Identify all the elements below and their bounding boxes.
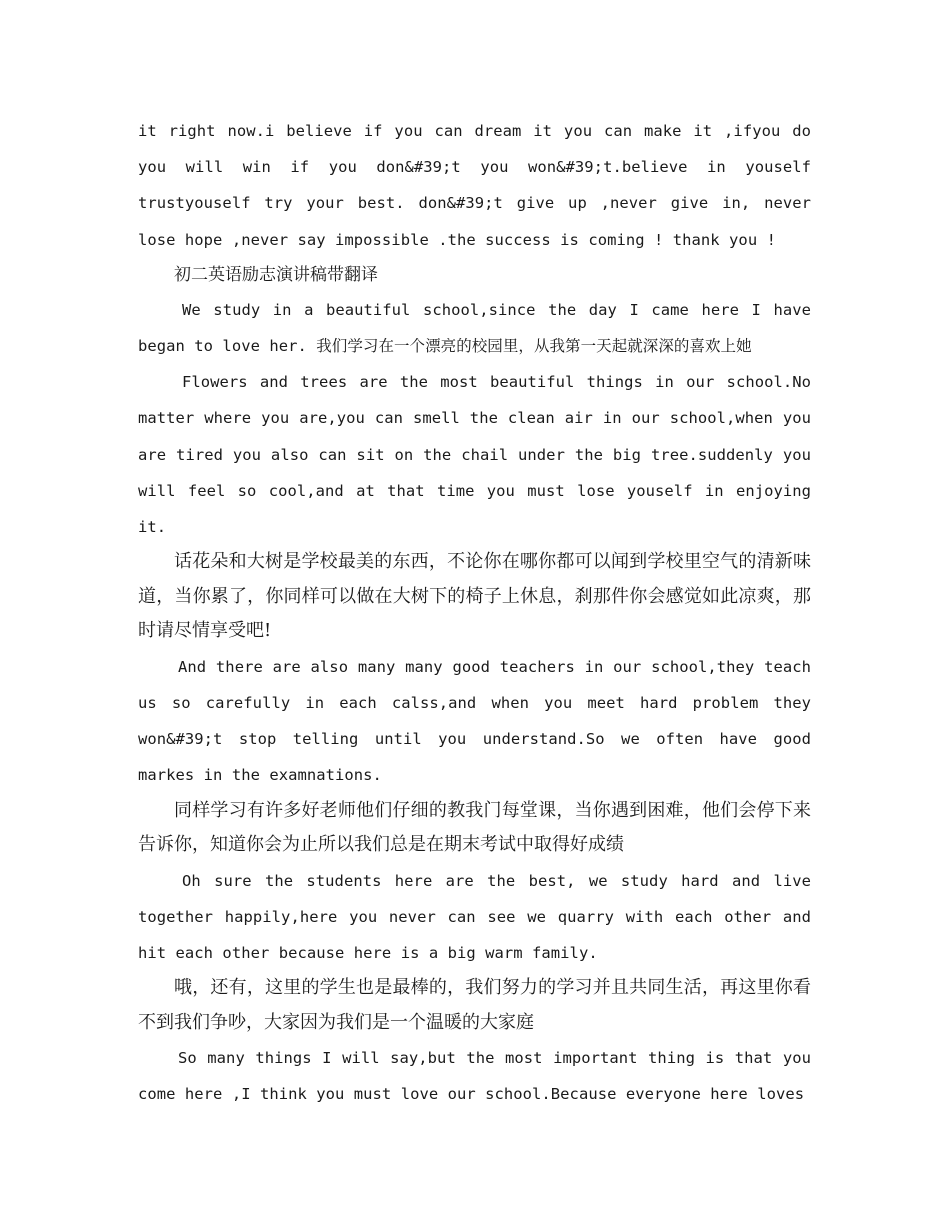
paragraph-teachers-zh: 同样学习有许多好老师他们仔细的教我门每堂课，当你遇到困难，他们会停下来告诉你，知道你会为止所以我们总是在期末考试中取得好成绩 <box>138 799 811 856</box>
paragraph-closing-en: So many things I will say,but the most important thing is that you come here ,I think you must love our school.Because everyone here loves <box>138 1049 811 1104</box>
paragraph-teachers-en: And there are also many many good teachers in our school,they teach us so carefully in each calss,and when you meet hard problem they won&#39;t stop telling until you understand.So we often have good markes in the examnations. <box>138 657 811 785</box>
document-body <box>138 113 811 1113</box>
paragraph-students-en: Oh sure the students here are the best, we study hard and live together happily,here you never can see we quarry with each other and hit each other because here is a big warm family. <box>138 871 811 962</box>
paragraph-school-intro: We study in a beautiful school,since the day I came here I have began to love her. 我们学习在一个漂亮的校园里，从我第一天起就深深的喜欢上她 <box>138 300 811 356</box>
paragraph-flowers-zh: 话花朵和大树是学校最美的东西，不论你在哪你都可以闻到学校里空气的清新味道，当你累了，你同样可以做在大树下的椅子上休息，刹那件你会感觉如此凉爽，那时请尽情享受吧! <box>138 551 811 642</box>
paragraph-students-zh: 哦，还有，这里的学生也是最棒的，我们努力的学习并且共同生活，再这里你看不到我们争吵，大家因为我们是一个温暖的大家庭 <box>138 977 811 1033</box>
section-heading: 初二英语励志演讲稿带翻译 <box>174 264 378 285</box>
paragraph-closing-speech: it right now.i believe if you can dream it you can make it ,ifyou do you will win if you don&#39;t you won&#39;t.believe in youself trustyouself try your best. don&#39;t give up ,never give in, never lose hope ,never say impossible .the success is coming ! thank you ! <box>138 122 811 249</box>
paragraph-flowers-en: Flowers and trees are the most beautiful things in our school.No matter where you are,you can smell the clean air in our school,when you are tired you also can sit on the chail under the big tree.suddenly you will feel so cool,and at that time you must lose youself in enjoying it. <box>138 373 811 537</box>
